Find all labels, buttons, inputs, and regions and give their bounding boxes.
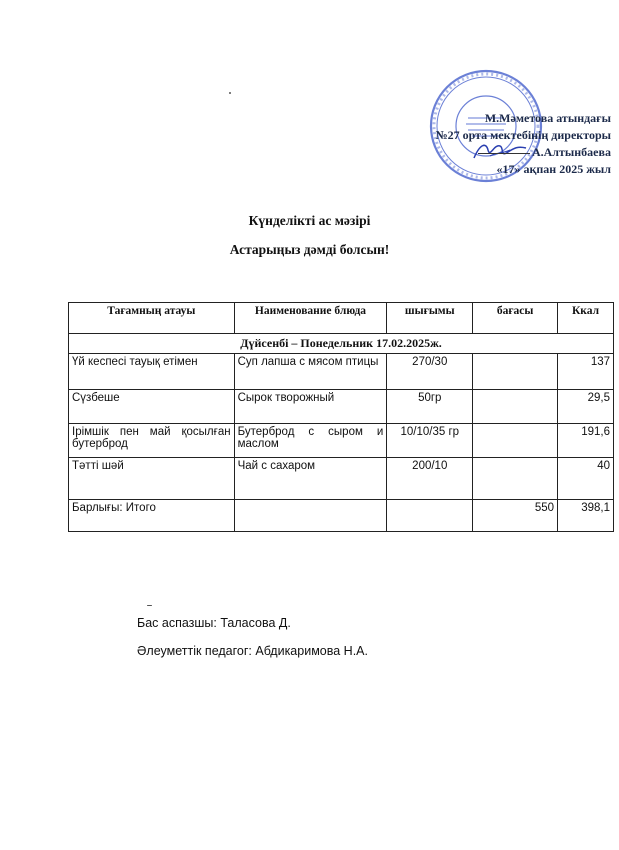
cell-kcal: 137 bbox=[558, 354, 614, 390]
col-header-name-kz: Тағамның атауы bbox=[69, 303, 235, 334]
table-row bbox=[69, 424, 614, 458]
table-total-row bbox=[69, 500, 614, 532]
total-empty-ru bbox=[234, 500, 387, 532]
approval-director-name: А.Алтынбаева bbox=[531, 145, 611, 159]
cell-name-ru: Чай с сахаром bbox=[234, 458, 387, 500]
cell-name-kz: Ірімшік пен май қосылған бутерброд bbox=[69, 424, 235, 458]
cell-yield: 200/10 bbox=[387, 458, 473, 500]
cell-yield: 10/10/35 гр bbox=[387, 424, 473, 458]
approval-director-line bbox=[436, 144, 611, 161]
cell-name-kz: Тәтті шәй bbox=[69, 458, 235, 500]
cell-price bbox=[473, 390, 558, 424]
approval-block bbox=[436, 110, 611, 178]
approval-position: №27 орта мектебінің директоры bbox=[435, 128, 611, 142]
total-price: 550 bbox=[473, 500, 558, 532]
scan-speck bbox=[229, 92, 231, 94]
day-row bbox=[69, 334, 614, 354]
cell-name-ru: Суп лапша с мясом птицы bbox=[234, 354, 387, 390]
cell-price bbox=[473, 458, 558, 500]
approval-school: М.Мәметова атындағы bbox=[484, 111, 611, 125]
cell-name-kz: Сүзбеше bbox=[69, 390, 235, 424]
cell-name-kz: Үй кеспесі тауық етімен bbox=[69, 354, 235, 390]
page-title: Күнделікті ас мәзірі bbox=[248, 213, 371, 228]
menu-table bbox=[68, 302, 614, 532]
signature-underline bbox=[478, 153, 530, 154]
approval-date: «17» ақпан 2025 жыл bbox=[496, 162, 611, 176]
day-label: Дүйсенбі – Понедельник 17.02.2025ж. bbox=[69, 334, 614, 354]
chef-signoff: Бас аспазшы: Таласова Д. bbox=[137, 616, 291, 630]
cell-yield: 50гр bbox=[387, 390, 473, 424]
table-row bbox=[69, 354, 614, 390]
col-header-yield: шығымы bbox=[387, 303, 473, 334]
cell-price bbox=[473, 354, 558, 390]
page-subtitle: Астарыңыз дәмді болсын! bbox=[229, 242, 390, 257]
cell-yield: 270/30 bbox=[387, 354, 473, 390]
table-row bbox=[69, 458, 614, 500]
total-kcal: 398,1 bbox=[558, 500, 614, 532]
cell-name-ru: Бутерброд с сыром и маслом bbox=[234, 424, 387, 458]
cell-kcal: 191,6 bbox=[558, 424, 614, 458]
col-header-price: бағасы bbox=[473, 303, 558, 334]
pedagogue-signoff: Әлеуметтік педагог: Абдикаримова Н.А. bbox=[137, 644, 368, 658]
cell-kcal: 29,5 bbox=[558, 390, 614, 424]
scan-speck bbox=[147, 605, 152, 606]
cell-name-ru: Сырок творожный bbox=[234, 390, 387, 424]
col-header-kcal: Ккал bbox=[558, 303, 614, 334]
total-label: Барлығы: Итого bbox=[69, 500, 235, 532]
table-header-row bbox=[69, 303, 614, 334]
table-row bbox=[69, 390, 614, 424]
col-header-name-ru: Наименование блюда bbox=[234, 303, 387, 334]
total-empty-yield bbox=[387, 500, 473, 532]
cell-kcal: 40 bbox=[558, 458, 614, 500]
cell-price bbox=[473, 424, 558, 458]
